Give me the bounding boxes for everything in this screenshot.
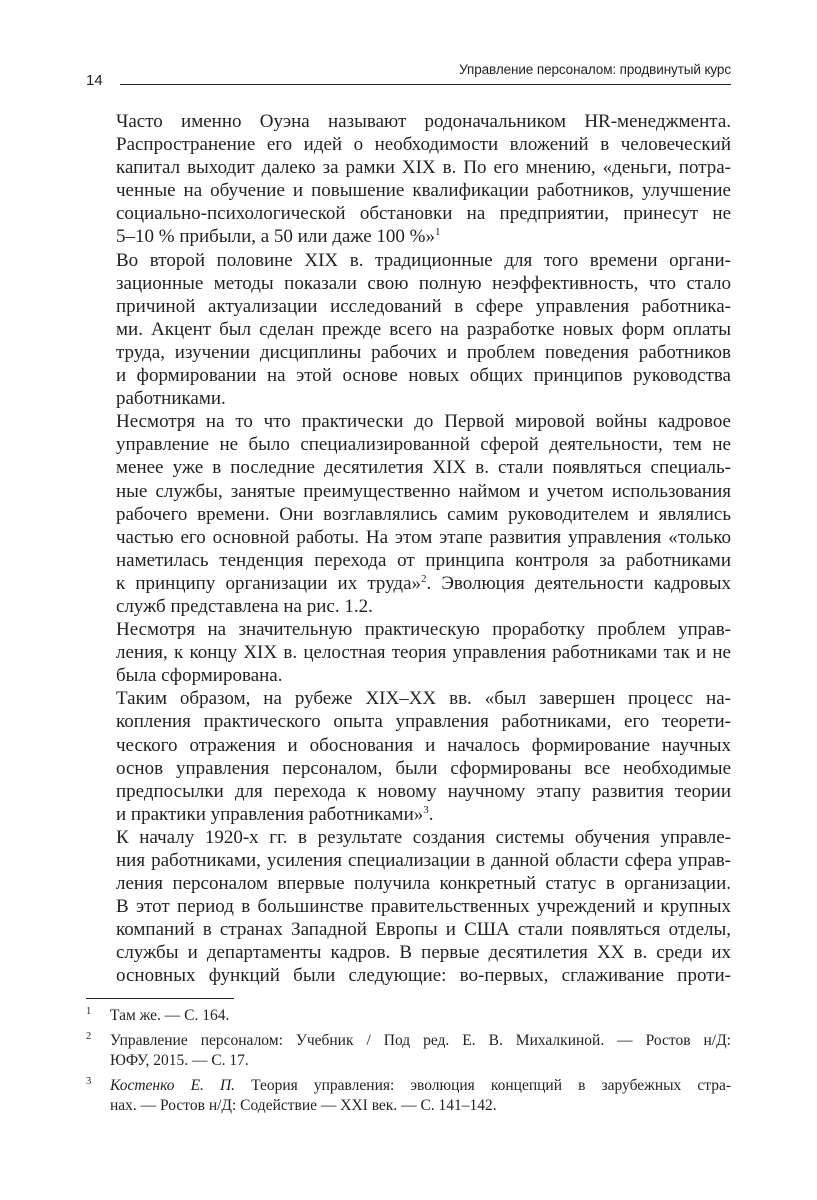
footnote-ref-2: 2 xyxy=(421,572,427,585)
text-line: причиной актуализации исследований в сфере управления работника- xyxy=(116,295,731,317)
footnote-1 xyxy=(86,1006,731,1026)
text-fragment: . Эволюция деятельности кадровых xyxy=(426,572,731,594)
footnote-rule xyxy=(86,998,234,999)
text-line: социально-психологической обстановки на предприятии, принесут не xyxy=(116,203,731,225)
text-line: основ управления персоналом, были сформированы все необходимые xyxy=(116,757,731,779)
footnote-author: Костенко Е. П. xyxy=(110,1077,236,1094)
paragraph-6 xyxy=(86,826,731,988)
footnote-mark: 3 xyxy=(86,1076,92,1087)
text-line: служб представлена на рис. 1.2. xyxy=(116,595,373,617)
footnote-3 xyxy=(86,1076,731,1116)
text-fragment: 5–10 % прибыли, а 50 или даже 100 %» xyxy=(116,226,435,248)
text-line: частью его основной работы. На этом этапе развития управления «только xyxy=(116,526,731,548)
text-line: компаний в странах Западной Европы и США стали появляться отделы, xyxy=(116,919,731,941)
text-line: Распространение его идей о необходимости вложений в человеческий xyxy=(116,134,731,156)
footnote-line xyxy=(110,1076,731,1096)
footnote-line: нах. — Ростов н/Д: Содействие — XXI век. — С. 141–142. xyxy=(110,1097,497,1114)
footnote-2 xyxy=(86,1031,731,1071)
paragraph-2 xyxy=(86,249,731,411)
text-line xyxy=(86,225,731,248)
text-fragment: и практики управления работниками» xyxy=(116,803,424,825)
text-line: ческого отражения и обоснования и началось формирование научных xyxy=(116,734,731,756)
text-line: управление не было специализированной сферой деятельности, тем не xyxy=(116,434,731,456)
text-fragment: . xyxy=(428,803,434,825)
text-line: менее уже в последние десятилетия XIX в. стали появляться специаль- xyxy=(116,457,731,479)
footnote-ref-1: 1 xyxy=(434,226,441,239)
paragraph-1 xyxy=(86,110,731,249)
text-line: К началу 1920-х гг. в результате создания системы обучения управле- xyxy=(116,826,731,848)
text-line: копления практического опыта управления работниками, его теорети- xyxy=(116,711,731,733)
footnotes xyxy=(86,1006,731,1121)
text-line: Во второй половине XIX в. традиционные для того времени органи- xyxy=(116,249,731,271)
footnote-mark: 1 xyxy=(86,1006,92,1017)
paragraph-5 xyxy=(86,687,731,826)
text-line: и формировании на этой основе новых общих принципов руководства xyxy=(116,365,731,387)
footnote-line: ЮФУ, 2015. — С. 17. xyxy=(110,1052,249,1069)
text-line: наметилась тенденция перехода от принципа контроля за работниками xyxy=(116,549,731,571)
footnote-line: Управление персоналом: Учебник / Под ред. Е. В. Михалкиной. — Ростов н/Д: xyxy=(110,1032,731,1049)
text-line: предпосылки для перехода к новому научному этапу развития теории xyxy=(116,780,731,802)
text-line: Несмотря на значительную практическую проработку проблем управ- xyxy=(116,619,731,641)
text-line: зационные методы показали свою полную неэффективность, что стало xyxy=(116,272,731,294)
page-number: 14 xyxy=(86,72,103,89)
body-text xyxy=(86,110,731,988)
text-line: труда, изучении дисциплины рабочих и проблем поведения работников xyxy=(116,341,731,363)
text-line: Несмотря на то что практически до Первой мировой войны кадровое xyxy=(116,411,731,433)
running-title: Управление персоналом: продвинутый курс xyxy=(459,62,731,77)
text-line: капитал выходит далеко за рамки XIX в. По его мнению, «деньги, потра- xyxy=(116,157,731,179)
text-line: основных функций были следующие: во-первых, сглаживание проти- xyxy=(116,965,731,987)
text-line: ми. Акцент был сделан прежде всего на разработке новых форм оплаты xyxy=(116,318,731,340)
text-line: ные службы, занятые преимущественно наймом и учетом использования xyxy=(116,480,731,502)
text-fragment: Теория управления: эволюция концепций в зарубежных стра- xyxy=(235,1077,731,1094)
paragraph-4 xyxy=(86,618,731,687)
text-fragment: к принципу организации их труда» xyxy=(116,572,422,594)
text-line: ченные на обучение и повышение квалификации работников, улучшение xyxy=(116,180,731,202)
text-line: Таким образом, на рубеже XIX–XX вв. «был завершен процесс на- xyxy=(116,688,731,710)
footnote-ref-3: 3 xyxy=(423,803,429,816)
footnote-line: Там же. — С. 164. xyxy=(110,1007,230,1024)
text-line: В этот период в большинстве правительственных учреждений и крупных xyxy=(116,896,731,918)
text-line: рабочего времени. Они возглавлялись самим руководителем и являлись xyxy=(116,503,731,525)
text-line xyxy=(86,803,731,826)
text-line: была сформирована. xyxy=(116,665,283,687)
text-line: ления персоналом впервые получила конкретный статус в организации. xyxy=(116,873,731,895)
text-line: ления, к концу XIX в. целостная теория управления работниками так и не xyxy=(116,642,731,664)
paragraph-3 xyxy=(86,410,731,618)
text-line: ния работниками, усиления специализации в данной области сфера управ- xyxy=(116,850,731,871)
text-line: службы и департаменты кадров. В первые десятилетия XX в. среди их xyxy=(116,942,731,964)
text-line xyxy=(86,572,731,595)
header-rule xyxy=(120,84,731,85)
footnote-mark: 2 xyxy=(86,1031,92,1042)
text-line: работниками. xyxy=(116,388,226,410)
text-line: Часто именно Оуэна называют родоначальником HR-менеджмента. xyxy=(116,111,731,132)
